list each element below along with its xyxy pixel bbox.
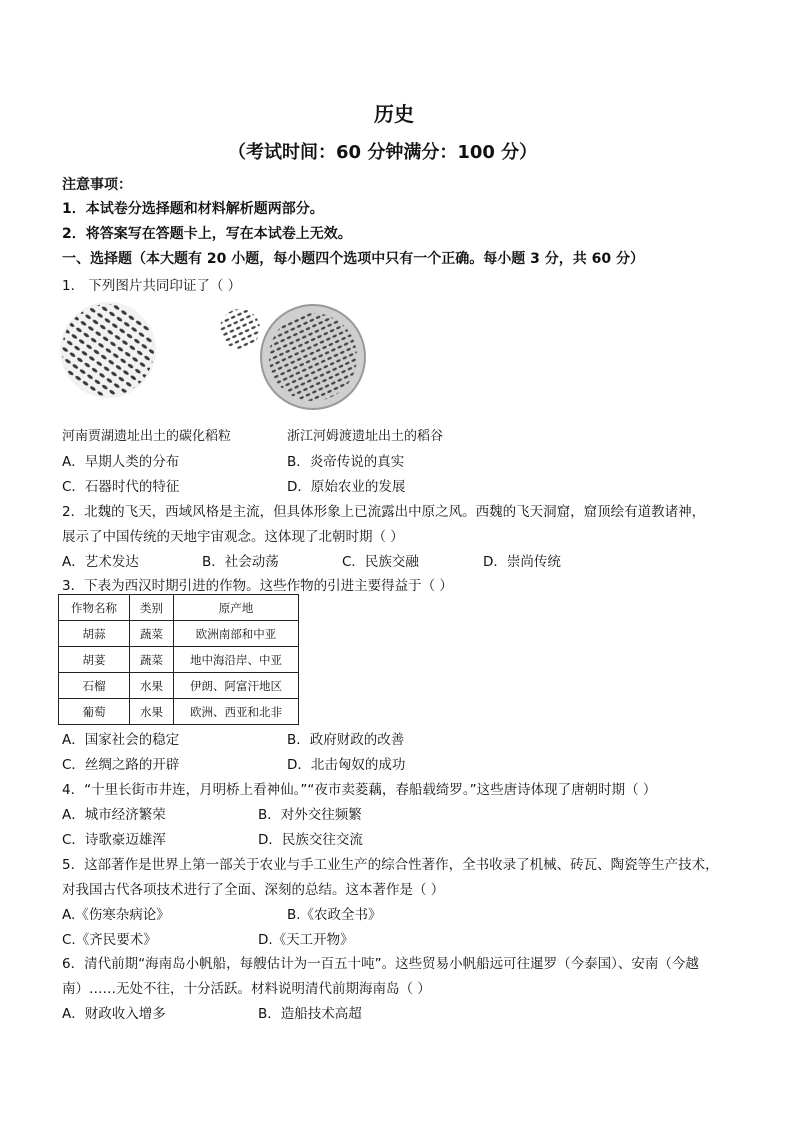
q4-option-a: A．城市经济繁荣 — [62, 807, 166, 823]
q3-option-b: B．政府财政的改善 — [287, 732, 405, 748]
q3-option-a: A．国家社会的稳定 — [62, 732, 180, 748]
table-cell: 欧洲南部和中亚 — [174, 621, 299, 647]
q5-option-a: A.《伤寒杂病论》 — [62, 907, 170, 923]
notice-item-1: 1．本试卷分选择题和材料解析题两部分。 — [62, 201, 324, 217]
question-3-stem: 3．下表为西汉时期引进的作物。这些作物的引进主要得益于（ ） — [62, 578, 453, 594]
q6-option-a: A．财政收入增多 — [62, 1006, 166, 1022]
table-cell: 蔬菜 — [130, 647, 174, 673]
caption-hemudu: 浙江河姆渡遗址出土的稻谷 — [287, 429, 444, 444]
page-title: 历史 — [374, 102, 414, 126]
table-header: 原产地 — [174, 595, 299, 621]
q6-option-b: B．造船技术高超 — [258, 1006, 362, 1022]
q1-option-b: B．炎帝传说的真实 — [287, 454, 405, 470]
q1-option-d: D．原始农业的发展 — [287, 479, 406, 495]
q3-option-c: C．丝绸之路的开辟 — [62, 757, 180, 773]
q1-option-c: C．石器时代的特征 — [62, 479, 180, 495]
table-header: 作物名称 — [59, 595, 130, 621]
notice-item-2: 2．将答案写在答题卡上，写在本试卷上无效。 — [62, 226, 352, 242]
question-5-line-2: 对我国古代各项技术进行了全面、深刻的总结。这本著作是（ ） — [62, 882, 445, 898]
small-rice-sample-image — [220, 309, 260, 349]
table-header: 类别 — [130, 595, 174, 621]
hemudu-rice-image — [261, 305, 365, 409]
table-row — [59, 673, 299, 699]
table-row — [59, 647, 299, 673]
question-4-stem: 4．“十里长街市井连，月明桥上看神仙。”“夜市卖菱藕，春船载绮罗。”这些唐诗体现了唐朝时期（ ） — [62, 782, 657, 798]
table-cell: 胡蒜 — [59, 621, 130, 647]
notice-heading: 注意事项： — [62, 177, 132, 193]
table-cell: 蔬菜 — [130, 621, 174, 647]
table-cell: 葡萄 — [59, 699, 130, 725]
jiahu-carbonized-rice-image — [60, 302, 156, 398]
table-row — [59, 699, 299, 725]
q5-option-c: C.《齐民要术》 — [62, 932, 157, 948]
question-2-line-2: 展示了中国传统的天地宇宙观念。这体现了北朝时期（ ） — [62, 529, 404, 545]
q2-option-d: D．崇尚传统 — [483, 554, 561, 570]
table-cell: 地中海沿岸、中亚 — [174, 647, 299, 673]
table-cell: 伊朗、阿富汗地区 — [174, 673, 299, 699]
rice-grains-images — [60, 302, 370, 414]
q5-option-b: B.《农政全书》 — [287, 907, 382, 923]
table-cell: 欧洲、西亚和北非 — [174, 699, 299, 725]
q1-option-a: A．早期人类的分布 — [62, 454, 180, 470]
question-1-stem: 1． 下列图片共同印证了（ ） — [62, 278, 242, 294]
table-row — [59, 621, 299, 647]
q4-option-b: B．对外交往频繁 — [258, 807, 362, 823]
question-5-line-1: 5．这部著作是世界上第一部关于农业与手工业生产的综合性著作，全书收录了机械、砖瓦、陶瓷等生产技术， — [62, 857, 719, 873]
table-cell: 胡荽 — [59, 647, 130, 673]
q2-option-a: A．艺术发达 — [62, 554, 139, 570]
table-cell: 石榴 — [59, 673, 130, 699]
q5-option-d: D.《天工开物》 — [258, 932, 354, 948]
q4-option-d: D．民族交往交流 — [258, 832, 363, 848]
q2-option-c: C．民族交融 — [342, 554, 419, 570]
table-cell: 水果 — [130, 699, 174, 725]
q2-option-b: B．社会动荡 — [202, 554, 279, 570]
table-header-row — [59, 595, 299, 621]
question-6-line-2: 南）……无处不往，十分活跃。材料说明清代前期海南岛（ ） — [62, 981, 431, 997]
crops-table — [58, 594, 299, 725]
exam-info: （考试时间：60 分钟满分：100 分） — [228, 142, 538, 163]
caption-jiahu: 河南贾湖遗址出土的碳化稻粒 — [62, 429, 232, 444]
section-heading: 一、选择题（本大题有 20 小题，每小题四个选项中只有一个正确。每小题 3 分，共 60 分） — [62, 251, 644, 267]
question-6-line-1: 6．清代前期“海南岛小帆船，每艘估计为一百五十吨”。这些贸易小帆船远可往暹罗（今泰国）、安南（今越 — [62, 956, 699, 972]
q4-option-c: C．诗歌豪迈雄浑 — [62, 832, 166, 848]
question-2-line-1: 2．北魏的飞天，西域风格是主流，但具体形象上已流露出中原之风。西魏的飞天洞窟，窟顶绘有道教诸神， — [62, 504, 706, 520]
table-cell: 水果 — [130, 673, 174, 699]
q3-option-d: D．北击匈奴的成功 — [287, 757, 406, 773]
